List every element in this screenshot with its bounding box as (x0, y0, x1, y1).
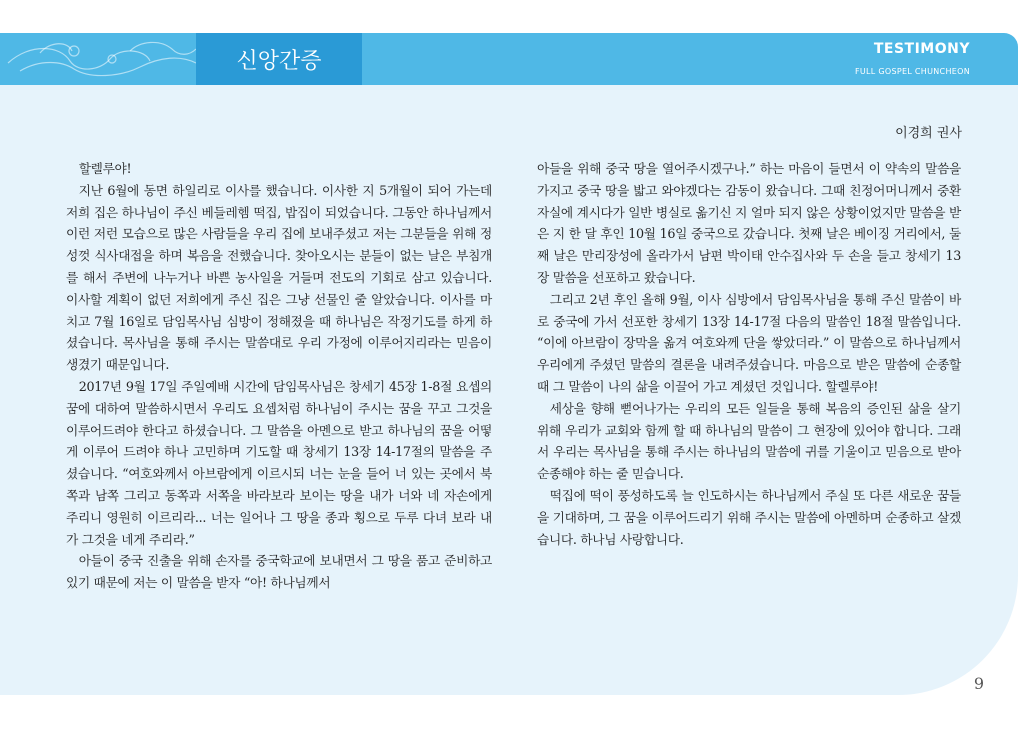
section-title-box (196, 33, 362, 85)
paragraph: 그리고 2년 후인 올해 9월, 이사 심방에서 담임목사님을 통해 주신 말씀이 바로 중국에 가서 선포한 창세기 13장 14-17절 다음의 말씀인 18절 말씀입니다. “이에 아브람이 장막을 옮겨 여호와께 단을 쌓았더라.” 이 말씀으로 하나님께서 우리에게 주셨던 말씀의 결론을 내려주셨습니다. 마음으로 받은 말씀에 순종할 때 그 말씀이 나의 삶을 이끌어 가고 계셨던 것입니다. 할렐루야! (537, 291, 961, 394)
header-bar (0, 33, 1018, 85)
paragraph: 지난 6월에 동면 하일리로 이사를 했습니다. 이사한 지 5개월이 되어 가는데 저희 집은 하나님이 주신 베들레헴 떡집, 밥집이 되었습니다. 그동안 하나님께서 이런 저런 모습으로 많은 사람들을 우리 집에 보내주셨고 저는 그분들을 위해 정성껏 식사대접을 하며 복음을 전했습니다. 찾아오시는 분들이 없는 날은 부침개를 해서 주변에 나누거나 바쁜 농사일을 거들며 전도의 기회로 삼고 있습니다. 이사할 계획이 없던 저희에게 주신 집은 그냥 선물인 줄 알았습니다. 이사를 마치고 7월 16일로 담임목사님 심방이 정해졌을 때 하나님은 작정기도를 하게 하셨습니다. 목사님을 통해 주시는 말씀대로 우리 가정에 이루어지리라는 믿음이 생겼기 때문입니다. (66, 182, 492, 373)
section-title: 신앙간증 (236, 48, 322, 74)
tag-title: TESTIMONY (873, 41, 970, 57)
page-number: 9 (973, 674, 984, 693)
right-column (537, 158, 961, 550)
paragraph: 2017년 9월 17일 주일예배 시간에 담임목사님은 창세기 45장 1-8절 요셉의 꿈에 대하여 말씀하시면서 우리도 요셉처럼 하나님이 주시는 꿈을 꾸고 그것을 이루어드려야 한다고 하셨습니다. 그 말씀을 아멘으로 받고 하나님의 꿈을 어떻게 이루어 드려야 하나 고민하며 기도할 때 창세기 13장 14-17절의 말씀을 주셨습니다. “여호와께서 아브람에게 이르시되 너는 눈을 들어 너 있는 곳에서 북쪽과 남쪽 그리고 동쪽과 서쪽을 바라보라 보이는 땅을 내가 너와 네 자손에게 주리니 영원히 이르리라... 너는 일어나 그 땅을 종과 횡으로 두루 다녀 보라 내가 그것을 네게 주리라.” (66, 378, 492, 547)
paragraph: 세상을 향해 뻗어나가는 우리의 모든 일들을 통해 복음의 증인된 삶을 살기 위해 우리가 교회와 함께 할 때 하나님의 말씀이 그 현장에 있어야 합니다. 그래서 우리는 목사님을 통해 주시는 하나님의 말씀에 귀를 기울이고 믿음으로 받아 순종해야 하는 줄 믿습니다. (537, 400, 961, 482)
paragraph: 아들이 중국 진출을 위해 손자를 중국학교에 보내면서 그 땅을 품고 준비하고 있기 때문에 저는 이 말씀을 받자 “아! 하나님께서 (66, 553, 492, 591)
paragraph: 할렐루야! (78, 161, 132, 176)
tag-subtitle: FULL GOSPEL CHUNCHEON (854, 67, 970, 76)
paragraph-continued: 아들을 위해 중국 땅을 열어주시겠구나.” 하는 마음이 들면서 이 약속의 말씀을 가지고 중국 땅을 밟고 와야겠다는 감동이 왔습니다. 그때 친정어머니께서 중환자실에 계시다가 일반 병실로 옮기신 지 얼마 되지 않은 상황이었지만 말씀을 받은 지 한 달 후인 10월 16일 중국으로 갔습니다. 첫째 날은 베이징 거리에서, 둘째 날은 만리장성에 올라가서 남편 박이태 안수집사와 두 손을 들고 창세기 13장 말씀을 선포하고 왔습니다. (537, 161, 961, 285)
magazine-tag (855, 41, 970, 76)
left-column (66, 158, 492, 594)
author-name: 이경희 권사 (895, 126, 962, 141)
paragraph: 떡집에 떡이 풍성하도록 늘 인도하시는 하나님께서 주실 또 다른 새로운 꿈들을 기대하며, 그 꿈을 이루어드리기 위해 주시는 말씀에 아멘하며 순종하고 살겠습니다. 하나님 사랑합니다. (537, 487, 961, 547)
